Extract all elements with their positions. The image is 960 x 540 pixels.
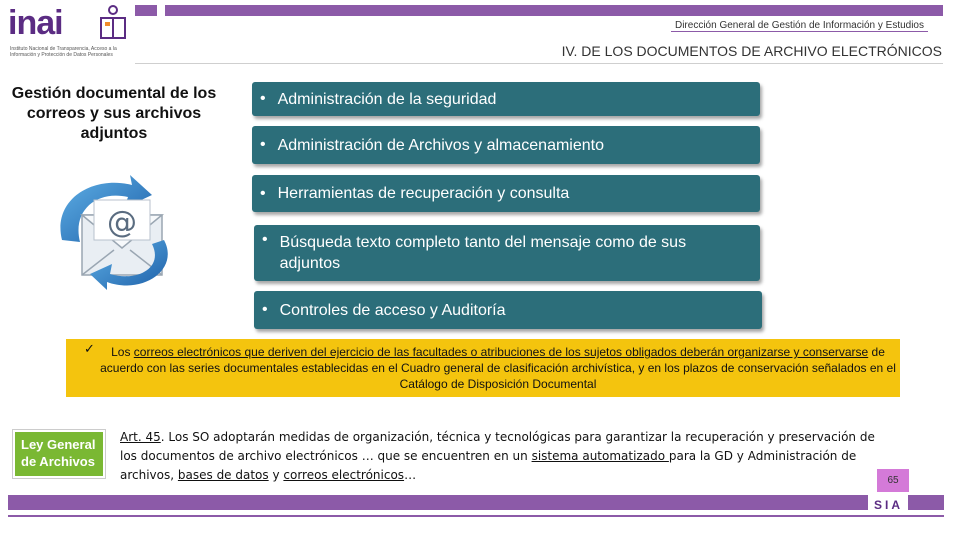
bullet: • <box>262 301 268 318</box>
logo-subtitle: Instituto Nacional de Transparencia, Acceso a la Información y Protección de Datos Personales <box>10 46 117 58</box>
article-text-4: … <box>404 468 417 482</box>
bar-label: Controles de acceso y Auditoría <box>279 301 506 319</box>
article-ref: Art. 45 <box>120 430 161 444</box>
article-u-sistema: sistema automatizado <box>531 449 669 463</box>
bar-seguridad <box>252 82 760 116</box>
header-subtitle: Dirección General de Gestión de Información y Estudios <box>671 20 928 32</box>
section-title: IV. DE LOS DOCUMENTOS DE ARCHIVO ELECTRÓNICOS <box>561 43 942 59</box>
header-accent-small <box>135 5 157 16</box>
note-part1: Los <box>111 345 134 359</box>
footer-bar <box>8 495 868 510</box>
bullet: • <box>260 184 266 202</box>
left-heading: Gestión documental de los correos y sus archivos adjuntos <box>11 85 217 142</box>
bullet: • <box>262 231 268 248</box>
logo-book-icon <box>98 4 128 42</box>
highlight-note <box>66 339 900 397</box>
check-icon: ✓ <box>84 341 95 356</box>
article-u-correos: correos electrónicos <box>283 468 405 482</box>
article-text-3: y <box>268 468 284 482</box>
bar-controles-acceso <box>254 291 762 329</box>
bar-label: Búsqueda texto completo tanto del mensaje como de sus adjuntos <box>279 234 687 272</box>
footer-bar-right <box>908 495 944 510</box>
article-u-bases: bases de datos <box>177 468 269 482</box>
bar-busqueda-texto <box>254 225 760 281</box>
bar-label: Administración de Archivos y almacenamiento <box>277 136 604 154</box>
footer-brand: SIA <box>874 498 904 512</box>
note-part3: de acuerdo con las series documentales establecidas en el Cuadro general de clasificación archivística, y en los plazos de conservación señalados en el Catálogo de Disposición Documental <box>100 345 896 391</box>
page-number: 65 <box>877 469 909 492</box>
ley-general-archivos-badge: Ley General de Archivos <box>13 430 105 478</box>
svg-text:@: @ <box>107 205 137 240</box>
email-envelope-icon <box>52 170 182 290</box>
bar-recuperacion-consulta <box>252 175 760 212</box>
article-45-text <box>120 428 880 485</box>
note-text <box>98 344 898 392</box>
article-text-2: para la GD y Administración de archivos, <box>120 449 857 482</box>
footer-line <box>8 515 944 517</box>
article-text-1: . Los SO adoptarán medidas de organización, técnica y tecnológicas para garantizar la recuperación y preservación de los documentos de archivo electrónicos … que se encuentren en un <box>120 430 875 463</box>
header-divider <box>135 63 943 64</box>
bar-archivos-almacenamiento <box>252 126 760 164</box>
logo-wordmark: inai <box>8 4 63 42</box>
bullet: • <box>260 136 266 153</box>
note-underlined: correos electrónicos que deriven del ejercicio de las facultades o atribuciones de los sujetos obligados deberán organizarse y conservarse <box>133 345 869 359</box>
inai-logo <box>8 2 128 66</box>
bar-label: Herramientas de recuperación y consulta <box>277 185 570 202</box>
bar-label: Administración de la seguridad <box>277 90 497 108</box>
header-accent-bar <box>165 5 943 16</box>
bullet: • <box>260 90 266 107</box>
